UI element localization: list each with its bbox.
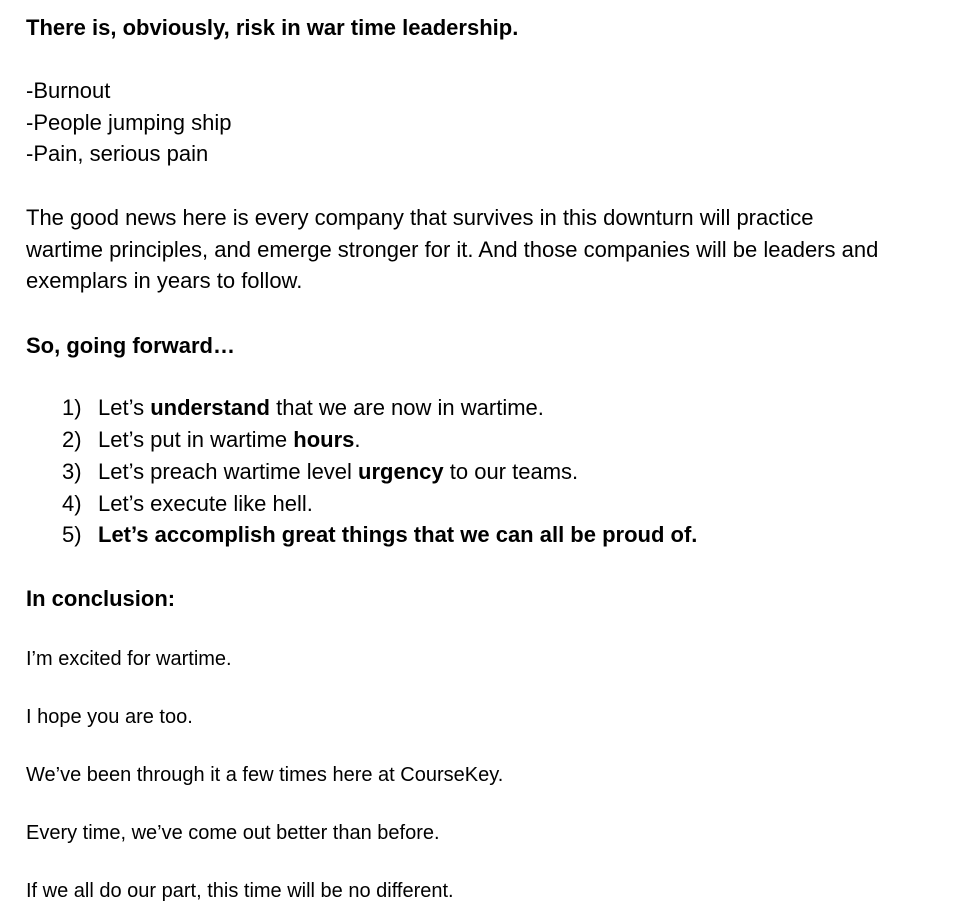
heading-conclusion: In conclusion:: [26, 586, 176, 611]
paragraph-line-3: exemplars in years to follow.: [26, 268, 303, 293]
list-item-5: [62, 519, 697, 551]
conclusion-line-2: I hope you are too.: [26, 706, 193, 728]
list-item-3: [62, 456, 578, 488]
conclusion-line-4: Every time, we’ve come out better than before.: [26, 822, 440, 844]
list-number: 2): [62, 427, 82, 452]
heading-going-forward: So, going forward…: [26, 333, 235, 358]
list-item-1: [62, 392, 544, 424]
list-text-pre: Let’s put in wartime: [98, 427, 294, 452]
list-number: 4): [62, 491, 82, 516]
paragraph-line-1: The good news here is every company that survives in this downturn will practice: [26, 205, 814, 230]
list-number: 3): [62, 459, 82, 484]
conclusion-line-5: If we all do our part, this time will be no different.: [26, 880, 454, 902]
list-text-pre: Let’s preach wartime level: [98, 459, 359, 484]
list-text-pre: Let’s: [98, 395, 151, 420]
list-text-bold: urgency: [358, 459, 444, 484]
list-number: 1): [62, 395, 82, 420]
list-item-2: [62, 424, 361, 456]
list-text-post: to our teams.: [443, 459, 579, 484]
list-item-4: [62, 488, 313, 520]
risk-item-pain: -Pain, serious pain: [26, 141, 209, 166]
list-number: 5): [62, 522, 82, 547]
list-text-post: .: [354, 427, 361, 452]
conclusion-line-1: I’m excited for wartime.: [26, 648, 232, 670]
list-text-post: that we are now in wartime.: [269, 395, 544, 420]
list-text-bold: Let’s accomplish great things that we can all be proud of.: [98, 522, 698, 547]
risk-item-burnout: -Burnout: [26, 78, 111, 103]
conclusion-line-3: We’ve been through it a few times here at CourseKey.: [26, 764, 504, 786]
list-text: Let’s execute like hell.: [98, 491, 313, 516]
risk-item-people-jumping-ship: -People jumping ship: [26, 110, 232, 135]
list-text-bold: hours: [293, 427, 355, 452]
heading-risk: There is, obviously, risk in war time leadership.: [26, 15, 519, 40]
list-text-bold: understand: [150, 395, 270, 420]
paragraph-line-2: wartime principles, and emerge stronger for it. And those companies will be leaders and: [26, 237, 879, 262]
